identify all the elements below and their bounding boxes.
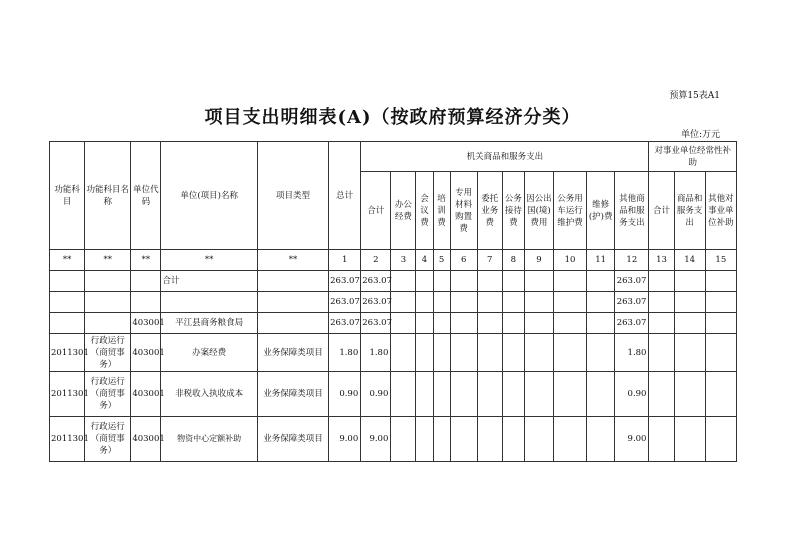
cell-func-name: 行政运行（商贸事务） [85,372,131,417]
cell-other-goods: 1.80 [615,334,649,372]
index-cell: ** [50,250,85,271]
header-office: 办公经费 [391,172,416,250]
cell-unit-code: 403001 [131,372,161,417]
index-cell: 12 [615,250,649,271]
unit-label: 单位:万元 [680,130,720,140]
header-project-type: 项目类型 [257,142,328,250]
cell-other-goods: 263.07 [615,271,649,292]
header-repair: 维修(护)费 [587,172,615,250]
cell-func-code [50,271,85,292]
index-row [50,250,737,271]
index-cell: 13 [649,250,674,271]
index-cell: 8 [502,250,524,271]
cell-unit-code: 403001 [131,417,161,462]
index-cell: ** [131,250,161,271]
cell-name: 平江县商务粮食局 [161,313,257,334]
index-cell: 5 [433,250,450,271]
expenditure-table [49,141,737,462]
index-cell: ** [161,250,257,271]
cell-total: 263.07 [329,313,361,334]
index-cell: 1 [329,250,361,271]
index-cell: 14 [674,250,705,271]
index-cell: 10 [553,250,586,271]
cell-type [257,292,328,313]
cell-func-code [50,313,85,334]
cell-type: 业务保障类项目 [257,334,328,372]
header-reception: 公务接待费 [502,172,524,250]
index-cell: ** [85,250,131,271]
table-row [50,417,737,462]
header-goods-total: 合计 [361,172,391,250]
cell-total: 9.00 [329,417,361,462]
cell-type: 业务保障类项目 [257,417,328,462]
cell-name: 合计 [161,271,257,292]
cell-unit-code [131,292,161,313]
cell-goods-total: 0.90 [361,372,391,417]
header-group-goods: 机关商品和服务支出 [361,142,649,172]
header-meeting: 会议费 [416,172,433,250]
cell-unit-code: 403001 [131,313,161,334]
cell-type: 业务保障类项目 [257,372,328,417]
header-commission: 委托业务费 [477,172,502,250]
cell-total: 263.07 [329,271,361,292]
header-subsidy-total: 合计 [649,172,674,250]
index-cell: 11 [587,250,615,271]
cell-func-name [85,271,131,292]
header-training: 培训费 [433,172,450,250]
cell-func-code [50,292,85,313]
table-row [50,271,737,292]
page-title: 项目支出明细表(A)（按政府预算经济分类） [204,107,581,128]
index-cell: 6 [450,250,477,271]
cell-total: 263.07 [329,292,361,313]
header-total: 总计 [329,142,361,250]
cell-other-goods: 9.00 [615,417,649,462]
cell-func-code: 2011301 [50,417,85,462]
header-vehicle: 公务用车运行维护费 [553,172,586,250]
index-cell: 15 [705,250,736,271]
header-materials: 专用材料购置费 [450,172,477,250]
cell-total: 1.80 [329,334,361,372]
cell-unit-code: 403001 [131,334,161,372]
index-cell: 9 [524,250,553,271]
table-row [50,334,737,372]
header-unit-code: 单位代码 [131,142,161,250]
header-abroad: 因公出国(境)费用 [524,172,553,250]
cell-type [257,313,328,334]
header-func-name: 功能科目名称 [85,142,131,250]
cell-goods-total: 263.07 [361,292,391,313]
cell-func-name [85,313,131,334]
cell-func-code: 2011301 [50,372,85,417]
cell-name: 非税收入执收成本 [161,372,257,417]
table-row [50,292,737,313]
cell-goods-total: 9.00 [361,417,391,462]
cell-name: 物资中心定额补助 [161,417,257,462]
cell-other-goods: 263.07 [615,313,649,334]
cell-goods-total: 263.07 [361,313,391,334]
cell-unit-code [131,271,161,292]
index-cell: 2 [361,250,391,271]
cell-func-name [85,292,131,313]
cell-func-name: 行政运行（商贸事务） [85,334,131,372]
cell-name: 办案经费 [161,334,257,372]
cell-total: 0.90 [329,372,361,417]
header-subsidy-other: 其他对事业单位补助 [705,172,736,250]
table-code: 预算15表A1 [669,91,720,101]
index-cell: 3 [391,250,416,271]
header-group-subsidy: 对事业单位经常性补助 [649,142,737,172]
cell-name [161,292,257,313]
index-cell: 4 [416,250,433,271]
index-cell: 7 [477,250,502,271]
cell-other-goods: 263.07 [615,292,649,313]
table-row [50,313,737,334]
cell-type [257,271,328,292]
cell-other-goods: 0.90 [615,372,649,417]
cell-goods-total: 263.07 [361,271,391,292]
index-cell: ** [257,250,328,271]
cell-func-code: 2011301 [50,334,85,372]
table-row [50,372,737,417]
header-func-code: 功能科目 [50,142,85,250]
header-unit-name: 单位(项目)名称 [161,142,257,250]
cell-func-name: 行政运行（商贸事务） [85,417,131,462]
header-subsidy-goods: 商品和服务支出 [674,172,705,250]
header-other-goods: 其他商品和服务支出 [615,172,649,250]
cell-goods-total: 1.80 [361,334,391,372]
